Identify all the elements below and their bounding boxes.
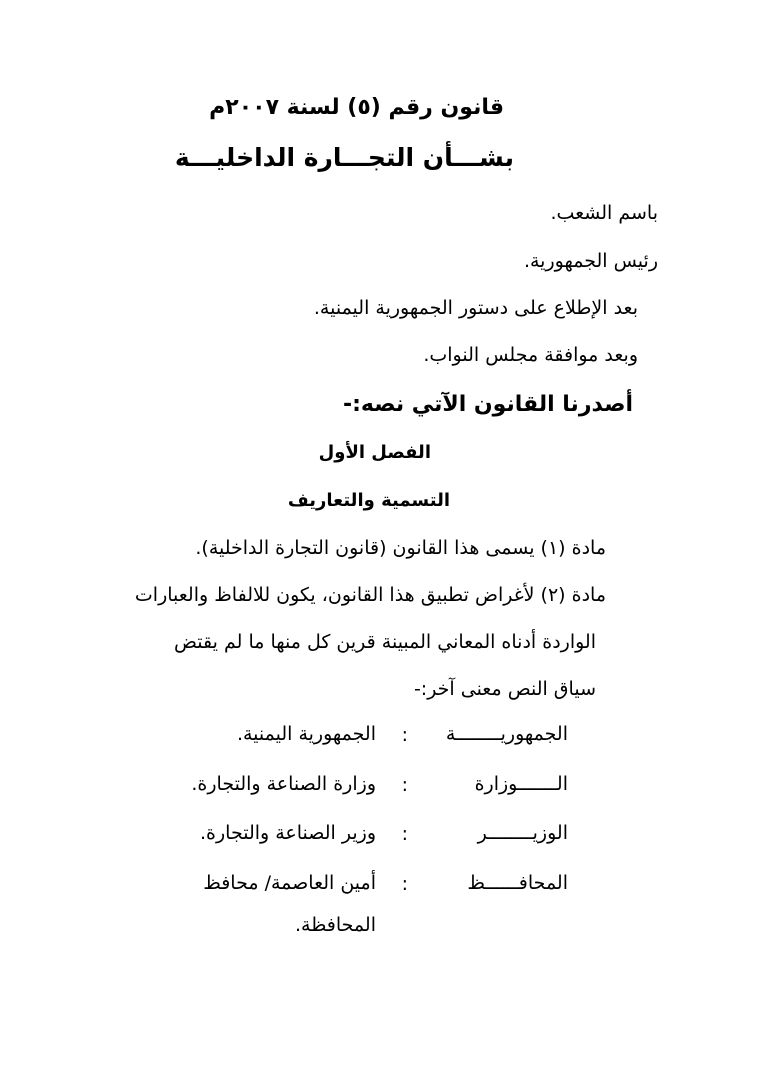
preamble-in-name-of: باسم الشعب. — [550, 202, 658, 224]
definition-colon: : — [401, 873, 408, 895]
definition-value: أمين العاصمة/ محافظ — [203, 872, 376, 894]
law-subject: بشـــأن التجـــارة الداخليـــة — [174, 143, 514, 172]
chapter-subtitle: التسمية والتعاريف — [287, 490, 450, 511]
definition-term: الوزيــــــــر — [477, 822, 568, 844]
definition-term: المحافــــــظ — [467, 872, 568, 894]
definition-colon: : — [401, 724, 408, 746]
preamble-constitution: بعد الإطلاع على دستور الجمهورية اليمنية. — [313, 297, 638, 319]
article-2-line-3: سياق النص معنى آخر:- — [413, 678, 596, 700]
definition-continuation: المحافظة. — [294, 914, 376, 936]
preamble-approval: وبعد موافقة مجلس النواب. — [423, 344, 638, 366]
article-2-line-2: الواردة أدناه المعاني المبينة قرين كل منها ما لم يقتض — [174, 631, 596, 653]
article-1: مادة (١) يسمى هذا القانون (قانون التجارة الداخلية). — [195, 537, 606, 559]
definition-value: الجمهورية اليمنية. — [236, 723, 376, 745]
definition-colon: : — [401, 823, 408, 845]
definition-term: الـــــــوزارة — [474, 773, 568, 795]
article-2-line-1: مادة (٢) لأغراض تطبيق هذا القانون، يكون للالفاظ والعبارات — [134, 584, 606, 606]
definition-value: وزير الصناعة والتجارة. — [200, 822, 376, 844]
definition-value: وزارة الصناعة والتجارة. — [191, 773, 376, 795]
law-title: قانون رقم (٥) لسنة ٢٠٠٧م — [209, 95, 504, 120]
definition-colon: : — [401, 774, 408, 796]
definition-term: الجمهوريــــــــة — [445, 723, 568, 745]
chapter-title: الفصل الأول — [318, 442, 431, 463]
preamble-president: رئيس الجمهورية. — [523, 250, 658, 272]
issued-statement: أصدرنا القانون الآتي نصه:- — [342, 392, 633, 417]
